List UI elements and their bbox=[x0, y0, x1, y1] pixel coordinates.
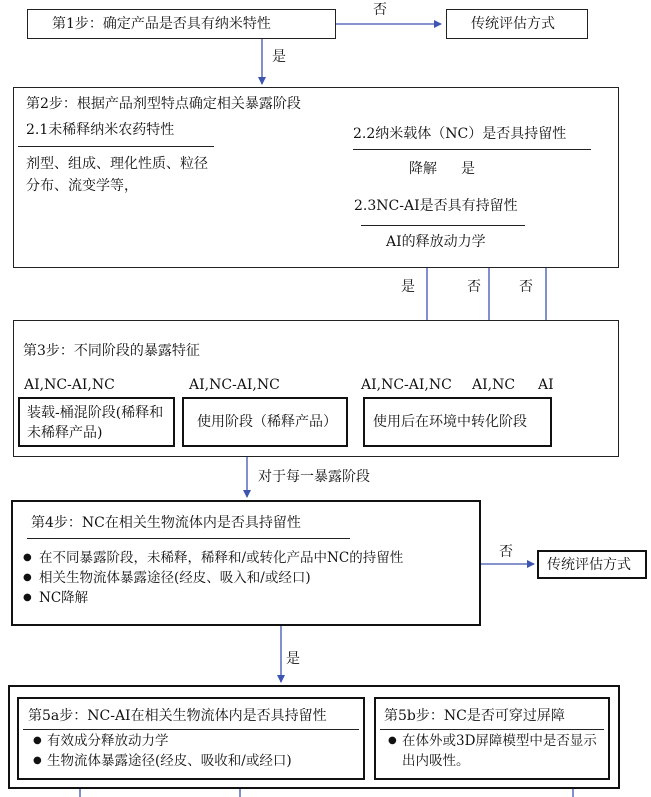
label-yes-step1: 是 bbox=[272, 49, 286, 65]
step3-tag-3: AI,NC-AI,NC bbox=[361, 377, 452, 393]
step4-divider bbox=[27, 538, 350, 539]
step2-3-divider bbox=[361, 225, 525, 226]
step3-tag-1: AI,NC-AI,NC bbox=[24, 377, 115, 393]
step4-bullet-3: ● NC降解 bbox=[19, 588, 403, 608]
traditional-method-box-top bbox=[446, 9, 588, 39]
step1-text: 第1步：确定产品是否具有纳米特性 bbox=[52, 16, 271, 32]
step2-3-body: AI的释放动力学 bbox=[386, 234, 486, 250]
step5a-title: 第5a步：NC-AI在相关生物流体内是否具持留性 bbox=[28, 708, 327, 724]
stage2-text: 使用阶段（稀释产品） bbox=[197, 414, 337, 430]
step5a-divider bbox=[23, 729, 359, 730]
step5a-bullet-list bbox=[33, 731, 292, 771]
label-no-step1: 否 bbox=[373, 2, 387, 18]
step4-box bbox=[11, 500, 481, 626]
step2-title: 第2步：根据产品剂型特点确定相关暴露阶段 bbox=[26, 96, 301, 112]
step2-box bbox=[13, 87, 619, 268]
step5a-bullet-1: ● 有效成分释放动力学 bbox=[33, 731, 292, 751]
step3-tag-5: AI bbox=[538, 377, 554, 393]
traditional-method-text-top: 传统评估方式 bbox=[471, 16, 555, 32]
stage1-text: 装载-桶混阶段(稀释和未稀释产品) bbox=[27, 405, 164, 441]
step1-box bbox=[27, 9, 336, 39]
traditional-method-box-mid bbox=[537, 550, 647, 579]
label-per-stage: 对于每一暴露阶段 bbox=[258, 469, 370, 485]
step2-2-title: 2.2纳米载体（NC）是否具持留性 bbox=[353, 126, 567, 142]
label-yes-step4: 是 bbox=[286, 651, 300, 667]
step5b-bullet-text: 在体外或3D屏障模型中是否显示出内吸性。 bbox=[402, 733, 597, 769]
label-degrade: 降解 bbox=[409, 161, 437, 177]
step2-2-divider bbox=[353, 149, 591, 150]
stage3-box bbox=[363, 397, 552, 447]
step5a-bullet-2: ● 生物流体暴露途径(经皮、吸收和/或经口) bbox=[33, 751, 292, 771]
step3-title: 第3步：不同阶段的暴露特征 bbox=[23, 343, 200, 359]
label-no-nc: 否 bbox=[519, 279, 533, 295]
step4-title: 第4步：NC在相关生物流体内是否具持留性 bbox=[31, 515, 301, 531]
stage3-text: 使用后在环境中转化阶段 bbox=[373, 414, 527, 430]
step4-bullet-1: ● 在不同暴露阶段，未稀释，稀释和/或转化产品中NC的持留性 bbox=[19, 548, 403, 568]
step2-3-title: 2.3NC-AI是否具有持留性 bbox=[354, 198, 518, 214]
step4-bullet-2: ● 相关生物流体暴露途径(经皮、吸入和/或经口) bbox=[19, 568, 403, 588]
label-no-step4: 否 bbox=[499, 544, 513, 560]
step2-1-divider bbox=[18, 146, 214, 147]
label-yes-ncai: 是 bbox=[401, 279, 415, 295]
stage1-box bbox=[18, 397, 175, 447]
step2-1-body: 剂型、组成、理化性质、粒径分布、流变学等， bbox=[26, 156, 208, 194]
step2-1-title: 2.1未稀释纳米农药特性 bbox=[26, 122, 175, 138]
step5b-bullet-list bbox=[388, 731, 602, 771]
label-yes-nc: 是 bbox=[461, 161, 475, 177]
step5a-box bbox=[17, 697, 365, 780]
step5b-divider bbox=[380, 729, 604, 730]
step5b-title: 第5b步：NC是否可穿过屏障 bbox=[384, 708, 565, 724]
step4-bullet-list bbox=[19, 548, 403, 608]
label-no-ncai: 否 bbox=[467, 279, 481, 295]
step3-tag-4: AI,NC bbox=[472, 377, 516, 393]
step3-tag-2: AI,NC-AI,NC bbox=[189, 377, 280, 393]
step5b-box bbox=[374, 697, 610, 780]
traditional-method-text-mid: 传统评估方式 bbox=[547, 557, 631, 573]
step5b-bullet-1 bbox=[388, 731, 602, 771]
stage2-box bbox=[182, 397, 348, 447]
